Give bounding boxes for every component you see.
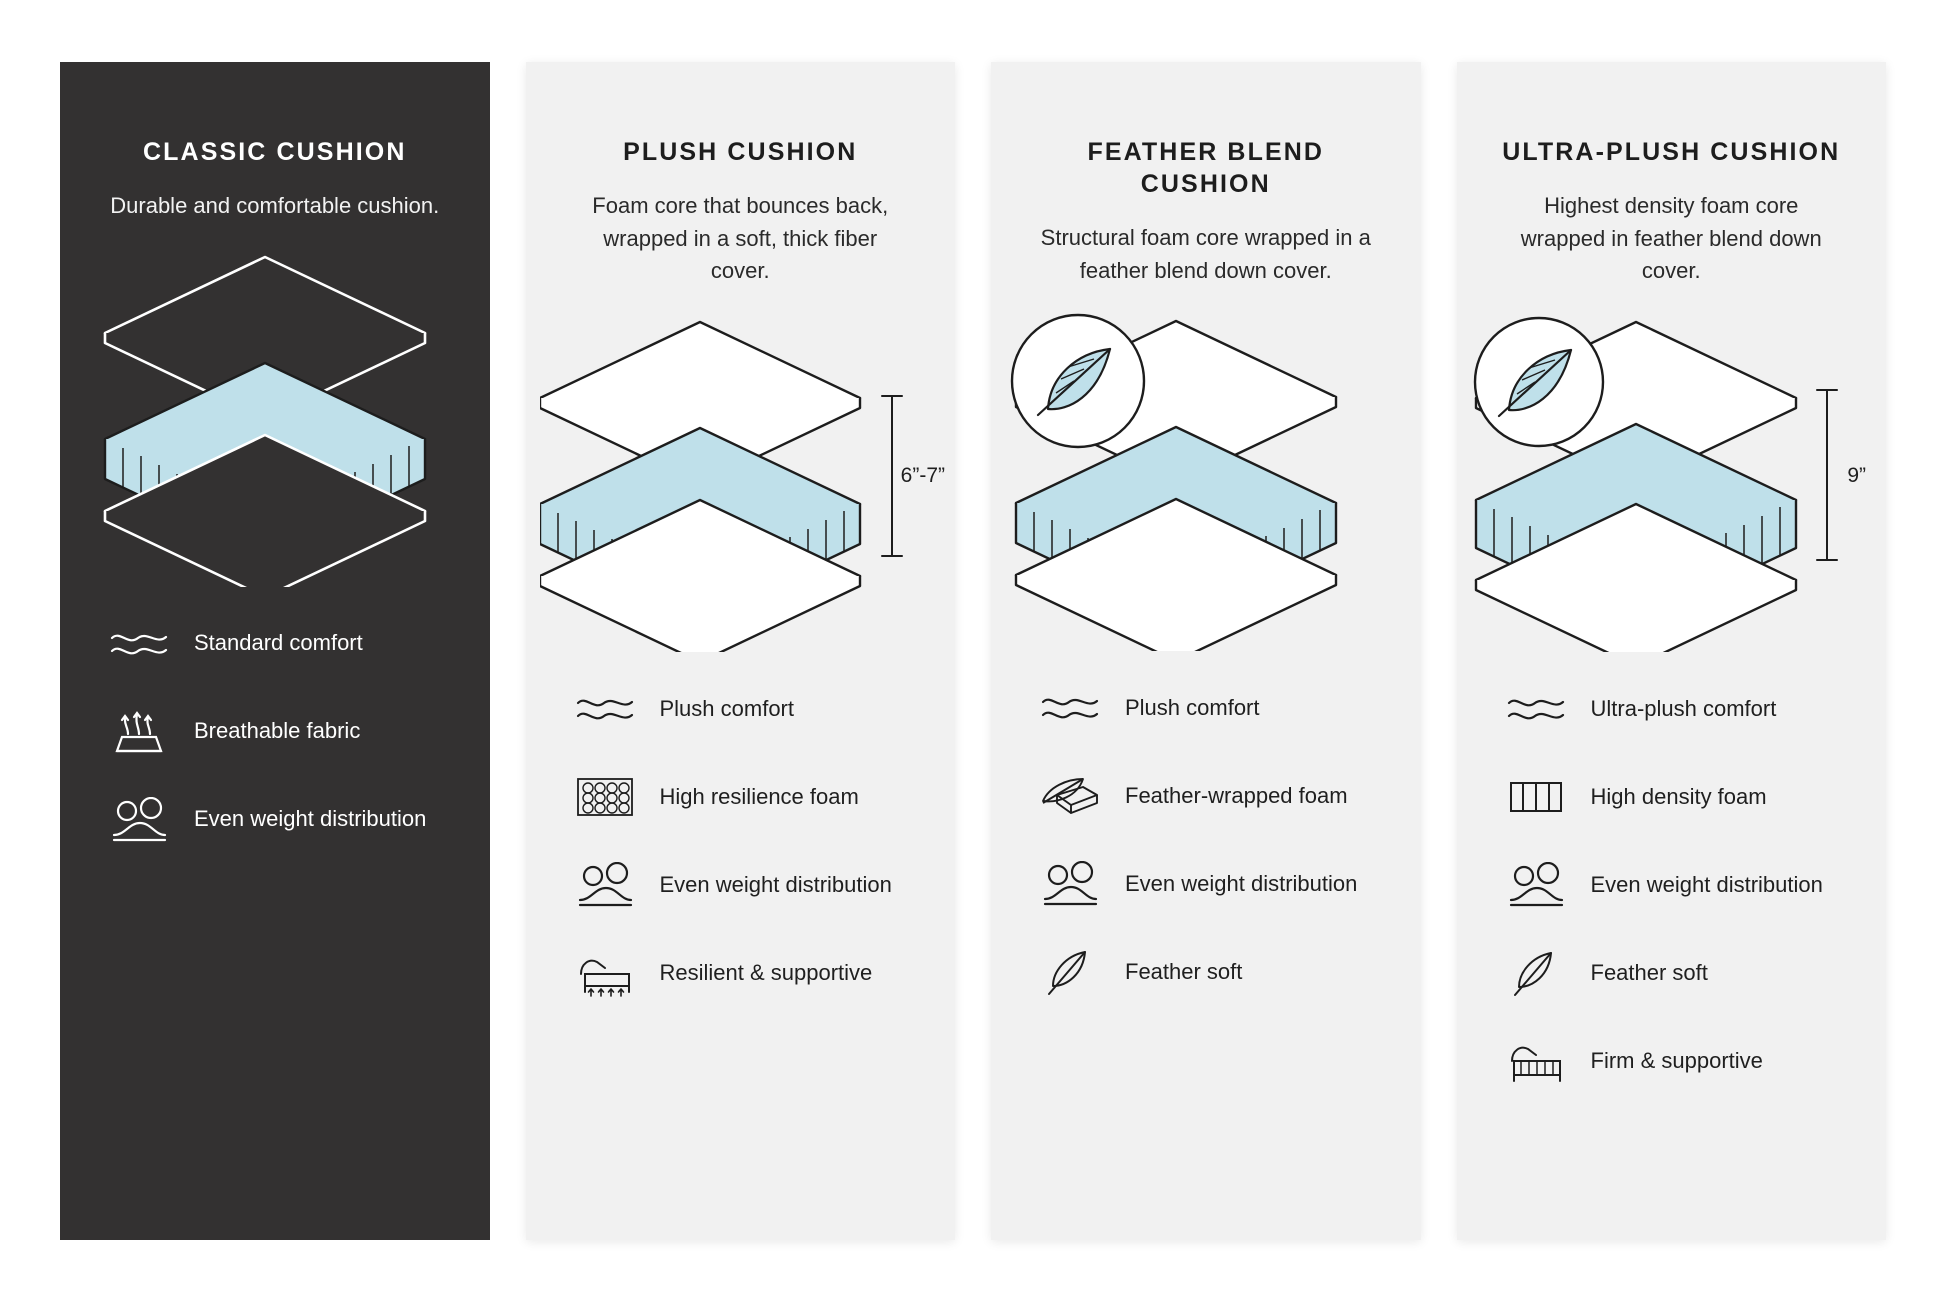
wave-comfort-icon: [1503, 680, 1569, 738]
feature-item: [1503, 942, 1841, 1004]
feature-item: [106, 701, 444, 763]
feature-label: Feather soft: [1125, 959, 1243, 985]
feature-list: [991, 671, 1421, 1003]
feather-badge-icon: [1475, 318, 1603, 446]
feature-item: [1503, 766, 1841, 828]
feather-wrapped-foam-icon: [1037, 767, 1103, 825]
cushion-illustration-feather-blend: [991, 311, 1421, 671]
feature-label: Plush comfort: [1125, 695, 1260, 721]
card-title: CLASSIC CUSHION: [143, 138, 407, 166]
card-description: Structural foam core wrapped in a feather blend down cover.: [1040, 225, 1371, 283]
card-title: FEATHER BLEND CUSHION: [1087, 138, 1325, 198]
feature-label: Even weight distribution: [1125, 871, 1358, 897]
feature-label: High resilience foam: [659, 783, 859, 809]
feature-label: Breathable fabric: [194, 718, 361, 744]
cushion-illustration-plush: [526, 312, 956, 672]
card-classic-cushion[interactable]: [60, 62, 490, 1240]
feature-item: [1503, 854, 1841, 916]
feature-label: Plush comfort: [659, 695, 794, 721]
feature-item: [1037, 765, 1375, 827]
feature-item: [1503, 1030, 1841, 1092]
feature-label: Feather soft: [1590, 959, 1708, 985]
feature-label: Even weight distribution: [659, 871, 892, 897]
resilient-support-icon: [572, 944, 638, 1002]
card-description: Foam core that bounces back, wrapped in a soft, thick fiber cover.: [592, 193, 889, 284]
wave-comfort-icon: [1037, 679, 1103, 737]
feature-label: Standard comfort: [194, 630, 363, 656]
card-plush-cushion[interactable]: [526, 62, 956, 1240]
exploded-cushion-diagram: [540, 312, 940, 652]
cushion-illustration-ultra-plush: [1457, 312, 1887, 672]
exploded-cushion-diagram: [95, 247, 455, 587]
card-description: Durable and comfortable cushion.: [110, 193, 440, 218]
card-title: ULTRA-PLUSH CUSHION: [1502, 138, 1841, 166]
feather-icon: [1037, 943, 1103, 1001]
honeycomb-foam-icon: [572, 768, 638, 826]
feature-label: Firm & supportive: [1590, 1047, 1763, 1073]
exploded-cushion-diagram: [1006, 311, 1406, 651]
feature-label: Ultra-plush comfort: [1590, 695, 1777, 721]
feature-label: High density foam: [1590, 783, 1767, 809]
cushion-illustration-classic: [60, 247, 490, 607]
feather-badge-icon: [1012, 315, 1144, 447]
dimension-label: 6”-7”: [900, 463, 945, 487]
feature-list: [526, 672, 956, 1004]
feature-item: [572, 854, 910, 916]
wave-comfort-icon: [572, 680, 638, 738]
breathable-fabric-icon: [106, 703, 172, 761]
even-weight-distribution-icon: [1503, 856, 1569, 914]
feature-item: [572, 942, 910, 1004]
feature-item: [572, 766, 910, 828]
feature-label: Feather-wrapped foam: [1125, 783, 1348, 809]
high-density-foam-icon: [1503, 768, 1569, 826]
dimension-label: 9”: [1847, 463, 1866, 487]
feather-icon: [1503, 944, 1569, 1002]
feature-item: [1037, 677, 1375, 739]
card-feather-blend-cushion[interactable]: [991, 62, 1421, 1240]
feature-label: Even weight distribution: [1590, 871, 1823, 897]
even-weight-distribution-icon: [106, 791, 172, 849]
feature-label: Resilient & supportive: [659, 959, 873, 985]
feature-item: [1037, 941, 1375, 1003]
even-weight-distribution-icon: [1037, 855, 1103, 913]
wave-comfort-icon: [106, 615, 172, 673]
feature-item: [1037, 853, 1375, 915]
exploded-cushion-diagram: [1471, 312, 1871, 652]
feature-item: [106, 613, 444, 675]
card-ultra-plush-cushion[interactable]: [1457, 62, 1887, 1240]
feature-list: [1457, 672, 1887, 1092]
card-title: PLUSH CUSHION: [623, 138, 858, 166]
firm-support-icon: [1503, 1032, 1569, 1090]
feature-list: [60, 607, 490, 851]
feature-item: [1503, 678, 1841, 740]
even-weight-distribution-icon: [572, 856, 638, 914]
card-description: Highest density foam core wrapped in feather blend down cover.: [1520, 193, 1822, 284]
feature-item: [572, 678, 910, 740]
feature-item: [106, 789, 444, 851]
feature-label: Even weight distribution: [194, 806, 427, 832]
